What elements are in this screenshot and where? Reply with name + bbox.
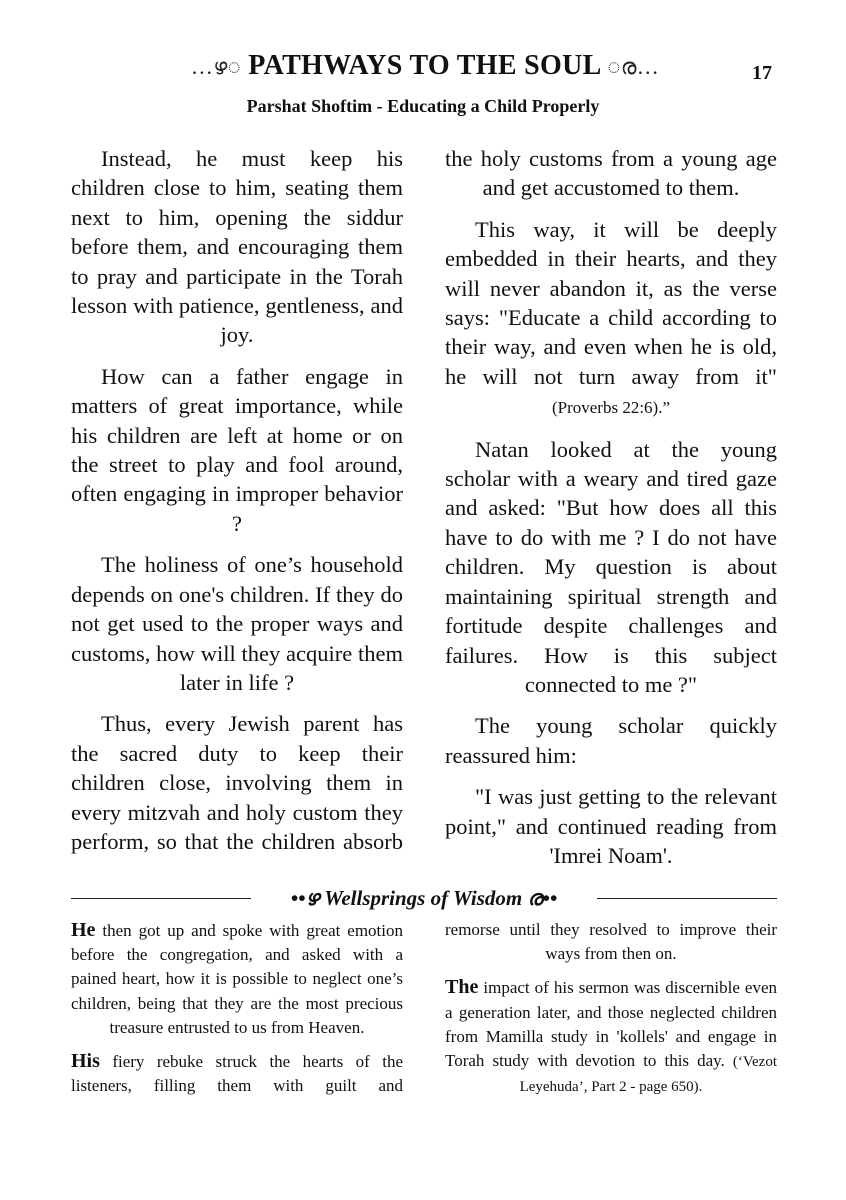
lead-word: He <box>71 919 96 941</box>
divider-line-left <box>71 898 251 899</box>
divider-heading <box>251 886 597 911</box>
paragraph: the holy customs from a young age and get accustomed to them. <box>445 146 777 201</box>
running-title <box>130 50 720 82</box>
footer-text: then got up and spoke with great emotion before the congregation, and asked with a pained heart, how it is possible to neglect one’s children, being that they are the most precious treasure entrusted to us from Heaven. <box>71 921 403 1037</box>
paragraph-text: This way, it will be deeply embedded in their hearts, and they will never abandon it, as the verse says: "Educate a child according to their way, and even when he is old, he will not turn away from it" <box>445 216 777 389</box>
footer-column-left <box>71 918 403 1107</box>
lead-word: His <box>71 1050 100 1073</box>
footer-text: impact of his sermon was discernible even a generation later, and those neglected children from Mamilla study in 'kollels' and engage in Torah study with devotion to this day. <box>445 978 777 1071</box>
paragraph: Natan looked at the young scholar with a weary and tired gaze and asked: "But how does all this have to do with me ? I do not have children. My question is about maintaining spiritual strength and fortitude despite challenges and failures. How is this subject connected to me ?" <box>445 436 777 697</box>
main-column-left <box>71 144 403 868</box>
paragraph: The young scholar quickly reassured him: <box>445 713 777 768</box>
paragraph <box>445 215 777 423</box>
ornament-left-icon: …ഴ◌ <box>190 54 241 79</box>
footer-paragraph <box>445 975 777 1099</box>
main-column-right <box>445 144 777 882</box>
ornament-right-icon: ◌ര… <box>607 54 660 79</box>
divider-label: Wellsprings of Wisdom <box>324 886 523 910</box>
paragraph: How can a father engage in matters of great importance, while his children are left at home or on the street to play and fool around, often engaging in improper behavior ? <box>71 363 403 536</box>
paragraph: The holiness of one’s household depends on one's children. If they do not get used to the proper ways and customs, how will they acquire them later in life ? <box>71 552 403 695</box>
paragraph: "I was just getting to the relevant point," and continued reading from 'Imrei Noam'. <box>445 784 777 868</box>
lead-word: The <box>445 976 479 999</box>
section-divider <box>71 886 777 910</box>
footer-paragraph <box>71 1049 403 1098</box>
divider-ornament-right-icon: ര•• <box>527 886 558 910</box>
source-citation: (‘Vezot Leyehuda’, Part 2 - page 650). <box>519 1054 777 1096</box>
footer-text: fiery rebuke struck the hearts of the listeners, filling them with guilt and <box>71 1052 403 1096</box>
footer-paragraph: remorse until they resolved to improve their ways from then on. <box>445 920 777 964</box>
paragraph: Instead, he must keep his children close to him, seating them next to him, opening the siddur before them, and encouraging them to pray and participate in the Torah lesson with patience, gentleness, and joy. <box>71 146 403 348</box>
book-title: PATHWAYS TO THE SOUL <box>248 50 601 81</box>
verse-reference: (Proverbs 22:6).” <box>551 398 671 418</box>
page-number: 17 <box>752 62 772 84</box>
footer-column-right <box>445 918 777 1108</box>
chapter-subtitle: Parshat Shoftim - Educating a Child Properly <box>246 96 600 116</box>
divider-ornament-left-icon: ••ഴ <box>290 886 319 910</box>
footer-paragraph <box>71 918 403 1040</box>
divider-line-right <box>597 898 777 899</box>
paragraph: Thus, every Jewish parent has the sacred duty to keep their children close, involving them in every mitzvah and holy custom they perform, so that the children absorb <box>71 711 403 854</box>
